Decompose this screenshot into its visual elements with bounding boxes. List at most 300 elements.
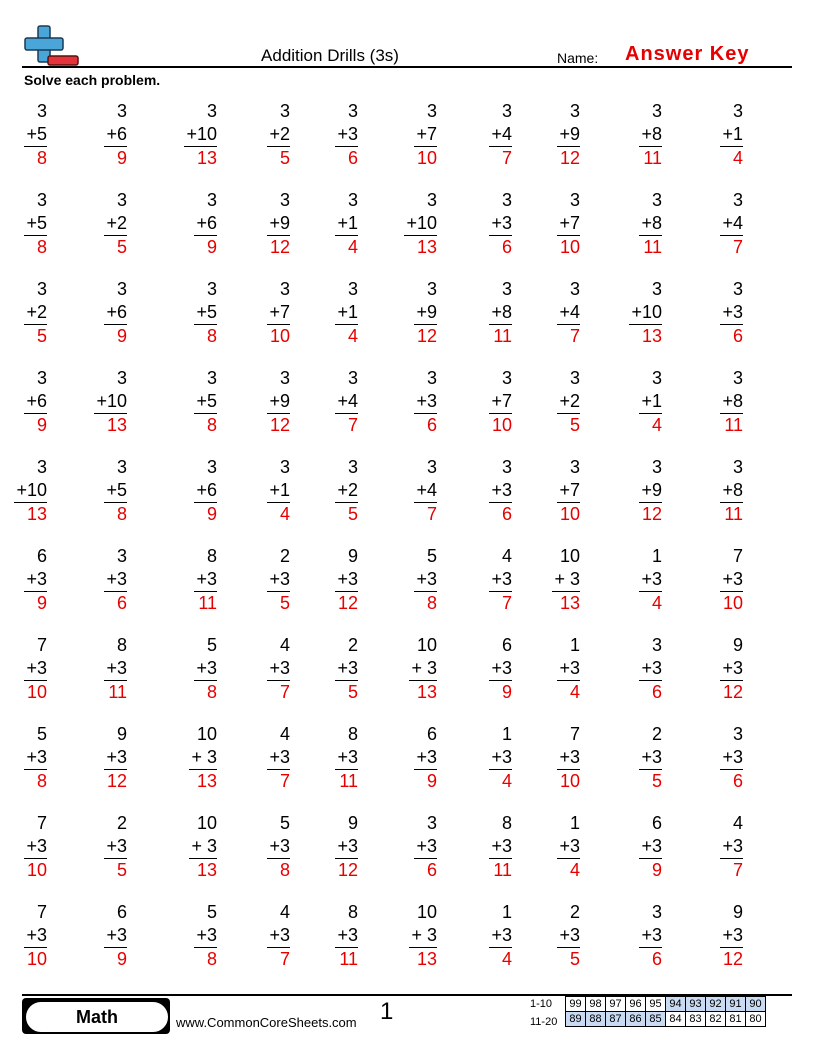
second-addend: +3 bbox=[489, 212, 512, 236]
addition-problem bbox=[720, 545, 743, 615]
addition-problem bbox=[24, 634, 47, 704]
addition-problem bbox=[104, 812, 127, 882]
answer: 11 bbox=[643, 148, 662, 168]
second-addend: +3 bbox=[335, 746, 358, 770]
first-addend: 3 bbox=[651, 457, 662, 477]
score-cell: 88 bbox=[586, 1012, 606, 1027]
first-addend: 3 bbox=[501, 101, 512, 121]
second-addend: +7 bbox=[557, 212, 580, 236]
second-addend: +3 bbox=[557, 657, 580, 681]
second-addend: +3 bbox=[414, 390, 437, 414]
answer: 4 bbox=[732, 148, 743, 168]
second-addend: +3 bbox=[335, 123, 358, 147]
first-addend: 3 bbox=[569, 190, 580, 210]
addition-problem bbox=[639, 634, 662, 704]
second-addend: +7 bbox=[414, 123, 437, 147]
answer: 4 bbox=[501, 949, 512, 969]
answer: 8 bbox=[206, 415, 217, 435]
second-addend: +3 bbox=[24, 835, 47, 859]
first-addend: 6 bbox=[116, 902, 127, 922]
first-addend: 3 bbox=[732, 368, 743, 388]
first-addend: 8 bbox=[206, 546, 217, 566]
first-addend: 3 bbox=[347, 190, 358, 210]
addition-problem bbox=[335, 634, 358, 704]
answer: 11 bbox=[108, 682, 127, 702]
first-addend: 7 bbox=[36, 813, 47, 833]
answer: 4 bbox=[347, 326, 358, 346]
second-addend: +3 bbox=[414, 835, 437, 859]
first-addend: 6 bbox=[651, 813, 662, 833]
second-addend: +5 bbox=[24, 123, 47, 147]
answer: 8 bbox=[426, 593, 437, 613]
addition-problem bbox=[194, 456, 217, 526]
answer: 10 bbox=[559, 237, 580, 257]
first-addend: 3 bbox=[501, 368, 512, 388]
addition-problem bbox=[720, 456, 743, 526]
addition-problem bbox=[267, 278, 290, 348]
second-addend: +3 bbox=[104, 924, 127, 948]
addition-problem bbox=[720, 100, 743, 170]
answer: 13 bbox=[196, 860, 217, 880]
second-addend: + 3 bbox=[189, 835, 217, 859]
first-addend: 3 bbox=[651, 101, 662, 121]
second-addend: +3 bbox=[720, 568, 743, 592]
answer: 6 bbox=[426, 415, 437, 435]
answer: 10 bbox=[559, 771, 580, 791]
addition-problem bbox=[489, 367, 512, 437]
addition-problem bbox=[409, 634, 437, 704]
second-addend: +9 bbox=[267, 390, 290, 414]
addition-problem bbox=[489, 901, 512, 971]
answer: 12 bbox=[269, 237, 290, 257]
answer: 8 bbox=[36, 771, 47, 791]
second-addend: +5 bbox=[194, 301, 217, 325]
addition-problem bbox=[24, 367, 47, 437]
answer: 5 bbox=[569, 949, 580, 969]
second-addend: +5 bbox=[104, 479, 127, 503]
first-addend: 3 bbox=[36, 190, 47, 210]
answer: 6 bbox=[426, 860, 437, 880]
second-addend: +3 bbox=[335, 657, 358, 681]
first-addend: 3 bbox=[651, 368, 662, 388]
answer: 8 bbox=[206, 949, 217, 969]
second-addend: +3 bbox=[24, 657, 47, 681]
first-addend: 3 bbox=[426, 368, 437, 388]
answer: 11 bbox=[198, 593, 217, 613]
answer: 6 bbox=[116, 593, 127, 613]
answer-key-label: Answer Key bbox=[625, 43, 750, 65]
worksheet-title: Addition Drills (3s) bbox=[261, 46, 399, 65]
answer: 7 bbox=[501, 593, 512, 613]
answer: 10 bbox=[491, 415, 512, 435]
first-addend: 9 bbox=[347, 813, 358, 833]
second-addend: +6 bbox=[104, 301, 127, 325]
answer: 5 bbox=[36, 326, 47, 346]
second-addend: +9 bbox=[267, 212, 290, 236]
answer: 10 bbox=[269, 326, 290, 346]
addition-problem bbox=[414, 278, 437, 348]
second-addend: +6 bbox=[24, 390, 47, 414]
answer: 5 bbox=[279, 148, 290, 168]
addition-problem bbox=[335, 456, 358, 526]
second-addend: +3 bbox=[414, 746, 437, 770]
addition-problem bbox=[335, 812, 358, 882]
answer: 7 bbox=[501, 148, 512, 168]
addition-problem bbox=[639, 901, 662, 971]
addition-problem bbox=[189, 812, 217, 882]
second-addend: +2 bbox=[335, 479, 358, 503]
score-cell: 96 bbox=[626, 997, 646, 1012]
addition-problem bbox=[24, 100, 47, 170]
answer: 7 bbox=[347, 415, 358, 435]
score-cell: 90 bbox=[746, 997, 766, 1012]
first-addend: 9 bbox=[732, 902, 743, 922]
answer: 11 bbox=[339, 949, 358, 969]
score-row bbox=[566, 997, 766, 1012]
answer: 6 bbox=[732, 771, 743, 791]
second-addend: +7 bbox=[557, 479, 580, 503]
second-addend: +10 bbox=[629, 301, 662, 325]
addition-problem bbox=[267, 723, 290, 793]
addition-problem bbox=[24, 278, 47, 348]
score-cell: 97 bbox=[606, 997, 626, 1012]
second-addend: +4 bbox=[414, 479, 437, 503]
addition-problem bbox=[414, 723, 437, 793]
name-label: Name: bbox=[557, 50, 599, 66]
first-addend: 2 bbox=[651, 724, 662, 744]
second-addend: +3 bbox=[104, 568, 127, 592]
addition-problem bbox=[489, 100, 512, 170]
answer: 12 bbox=[416, 326, 437, 346]
answer: 11 bbox=[724, 415, 743, 435]
second-addend: +7 bbox=[267, 301, 290, 325]
addition-problem bbox=[267, 100, 290, 170]
first-addend: 3 bbox=[426, 457, 437, 477]
first-addend: 3 bbox=[569, 279, 580, 299]
addition-problem bbox=[489, 634, 512, 704]
first-addend: 1 bbox=[651, 546, 662, 566]
answer: 11 bbox=[493, 326, 512, 346]
answer: 8 bbox=[279, 860, 290, 880]
first-addend: 2 bbox=[569, 902, 580, 922]
second-addend: +3 bbox=[557, 924, 580, 948]
first-addend: 5 bbox=[206, 635, 217, 655]
answer: 13 bbox=[196, 771, 217, 791]
second-addend: +1 bbox=[335, 301, 358, 325]
addition-problem bbox=[104, 901, 127, 971]
score-cell: 93 bbox=[686, 997, 706, 1012]
addition-problem bbox=[335, 367, 358, 437]
answer: 9 bbox=[651, 860, 662, 880]
second-addend: +3 bbox=[24, 924, 47, 948]
second-addend: +2 bbox=[267, 123, 290, 147]
second-addend: +5 bbox=[24, 212, 47, 236]
score-cell: 94 bbox=[666, 997, 686, 1012]
first-addend: 3 bbox=[279, 190, 290, 210]
answer: 5 bbox=[347, 504, 358, 524]
second-addend: +3 bbox=[267, 835, 290, 859]
addition-problem bbox=[720, 901, 743, 971]
first-addend: 3 bbox=[116, 279, 127, 299]
second-addend: +8 bbox=[489, 301, 512, 325]
answer: 9 bbox=[426, 771, 437, 791]
answer: 8 bbox=[36, 148, 47, 168]
first-addend: 5 bbox=[206, 902, 217, 922]
second-addend: +3 bbox=[639, 568, 662, 592]
second-addend: +3 bbox=[489, 568, 512, 592]
first-addend: 7 bbox=[36, 635, 47, 655]
answer: 7 bbox=[279, 682, 290, 702]
answer: 11 bbox=[493, 860, 512, 880]
first-addend: 8 bbox=[501, 813, 512, 833]
first-addend: 3 bbox=[116, 190, 127, 210]
addition-problem bbox=[414, 100, 437, 170]
first-addend: 6 bbox=[36, 546, 47, 566]
addition-problem bbox=[629, 278, 662, 348]
second-addend: +10 bbox=[404, 212, 437, 236]
answer: 9 bbox=[501, 682, 512, 702]
page-number: 1 bbox=[380, 998, 394, 1025]
first-addend: 10 bbox=[416, 635, 437, 655]
score-cell: 95 bbox=[646, 997, 666, 1012]
answer: 9 bbox=[206, 237, 217, 257]
answer: 5 bbox=[116, 860, 127, 880]
addition-problem bbox=[557, 278, 580, 348]
second-addend: +7 bbox=[489, 390, 512, 414]
first-addend: 3 bbox=[116, 368, 127, 388]
addition-problem bbox=[189, 723, 217, 793]
addition-problem bbox=[194, 189, 217, 259]
answer: 4 bbox=[651, 415, 662, 435]
answer: 13 bbox=[26, 504, 47, 524]
addition-problem bbox=[639, 456, 662, 526]
first-addend: 3 bbox=[569, 101, 580, 121]
first-addend: 5 bbox=[279, 813, 290, 833]
first-addend: 3 bbox=[279, 279, 290, 299]
second-addend: +3 bbox=[720, 301, 743, 325]
second-addend: +3 bbox=[24, 746, 47, 770]
addition-problem bbox=[489, 545, 512, 615]
answer: 6 bbox=[347, 148, 358, 168]
answer: 13 bbox=[416, 682, 437, 702]
addition-problem bbox=[489, 723, 512, 793]
second-addend: +3 bbox=[489, 924, 512, 948]
addition-problem bbox=[557, 367, 580, 437]
addition-problem bbox=[24, 723, 47, 793]
answer: 9 bbox=[116, 949, 127, 969]
first-addend: 3 bbox=[501, 190, 512, 210]
answer: 8 bbox=[36, 237, 47, 257]
answer: 12 bbox=[722, 949, 743, 969]
answer: 5 bbox=[116, 237, 127, 257]
first-addend: 3 bbox=[206, 457, 217, 477]
second-addend: +1 bbox=[335, 212, 358, 236]
second-addend: +4 bbox=[335, 390, 358, 414]
first-addend: 5 bbox=[36, 724, 47, 744]
score-row-label: 1-10 bbox=[530, 998, 553, 1010]
first-addend: 2 bbox=[279, 546, 290, 566]
first-addend: 3 bbox=[206, 279, 217, 299]
addition-problem bbox=[552, 545, 580, 615]
first-addend: 6 bbox=[426, 724, 437, 744]
answer: 6 bbox=[501, 504, 512, 524]
second-addend: +3 bbox=[335, 568, 358, 592]
answer: 7 bbox=[279, 949, 290, 969]
answer: 4 bbox=[501, 771, 512, 791]
answer: 8 bbox=[206, 326, 217, 346]
addition-problem bbox=[104, 100, 127, 170]
first-addend: 3 bbox=[501, 279, 512, 299]
first-addend: 3 bbox=[206, 101, 217, 121]
second-addend: +3 bbox=[639, 835, 662, 859]
score-cell: 80 bbox=[746, 1012, 766, 1027]
score-cell: 91 bbox=[726, 997, 746, 1012]
first-addend: 3 bbox=[116, 457, 127, 477]
addition-problem bbox=[720, 367, 743, 437]
second-addend: +8 bbox=[720, 479, 743, 503]
answer: 8 bbox=[206, 682, 217, 702]
first-addend: 10 bbox=[559, 546, 580, 566]
first-addend: 8 bbox=[347, 724, 358, 744]
first-addend: 3 bbox=[36, 368, 47, 388]
addition-problem bbox=[489, 189, 512, 259]
addition-problem bbox=[24, 901, 47, 971]
addition-problem bbox=[720, 278, 743, 348]
second-addend: +3 bbox=[267, 568, 290, 592]
second-addend: +4 bbox=[557, 301, 580, 325]
first-addend: 6 bbox=[501, 635, 512, 655]
second-addend: +1 bbox=[267, 479, 290, 503]
answer: 8 bbox=[116, 504, 127, 524]
second-addend: +3 bbox=[639, 657, 662, 681]
score-row-label: 11-20 bbox=[530, 1016, 558, 1028]
addition-problem bbox=[267, 812, 290, 882]
first-addend: 3 bbox=[651, 635, 662, 655]
first-addend: 3 bbox=[116, 101, 127, 121]
first-addend: 3 bbox=[279, 368, 290, 388]
addition-problem bbox=[557, 901, 580, 971]
second-addend: +3 bbox=[194, 657, 217, 681]
answer: 4 bbox=[569, 682, 580, 702]
answer: 6 bbox=[501, 237, 512, 257]
addition-problem bbox=[414, 367, 437, 437]
site-url: www.CommonCoreSheets.com bbox=[176, 1015, 357, 1030]
answer: 6 bbox=[651, 682, 662, 702]
first-addend: 3 bbox=[732, 190, 743, 210]
instructions: Solve each problem. bbox=[24, 72, 161, 88]
answer: 10 bbox=[559, 504, 580, 524]
answer: 13 bbox=[416, 237, 437, 257]
answer: 4 bbox=[347, 237, 358, 257]
first-addend: 1 bbox=[569, 635, 580, 655]
answer: 13 bbox=[106, 415, 127, 435]
answer: 12 bbox=[337, 593, 358, 613]
addition-problem bbox=[267, 545, 290, 615]
score-cell: 89 bbox=[566, 1012, 586, 1027]
first-addend: 4 bbox=[279, 635, 290, 655]
first-addend: 2 bbox=[116, 813, 127, 833]
second-addend: +10 bbox=[184, 123, 217, 147]
answer: 5 bbox=[651, 771, 662, 791]
first-addend: 7 bbox=[569, 724, 580, 744]
score-cell: 87 bbox=[606, 1012, 626, 1027]
addition-problem bbox=[557, 456, 580, 526]
first-addend: 3 bbox=[36, 457, 47, 477]
second-addend: +3 bbox=[489, 746, 512, 770]
addition-problem bbox=[414, 456, 437, 526]
answer: 6 bbox=[732, 326, 743, 346]
second-addend: +3 bbox=[194, 924, 217, 948]
addition-problem bbox=[267, 634, 290, 704]
second-addend: + 3 bbox=[409, 924, 437, 948]
second-addend: +2 bbox=[24, 301, 47, 325]
second-addend: +3 bbox=[489, 835, 512, 859]
answer: 10 bbox=[26, 860, 47, 880]
second-addend: +3 bbox=[104, 746, 127, 770]
second-addend: +9 bbox=[414, 301, 437, 325]
answer: 10 bbox=[26, 682, 47, 702]
addition-problem bbox=[104, 456, 127, 526]
addition-problem bbox=[194, 278, 217, 348]
second-addend: +3 bbox=[267, 746, 290, 770]
first-addend: 10 bbox=[416, 902, 437, 922]
first-addend: 3 bbox=[651, 190, 662, 210]
second-addend: + 3 bbox=[189, 746, 217, 770]
answer: 9 bbox=[116, 326, 127, 346]
addition-problem bbox=[557, 812, 580, 882]
second-addend: +3 bbox=[267, 924, 290, 948]
answer: 10 bbox=[26, 949, 47, 969]
first-addend: 3 bbox=[732, 279, 743, 299]
first-addend: 7 bbox=[36, 902, 47, 922]
subject-badge: Math bbox=[24, 1000, 170, 1034]
second-addend: +8 bbox=[639, 123, 662, 147]
second-addend: +3 bbox=[24, 568, 47, 592]
second-addend: +6 bbox=[194, 212, 217, 236]
addition-problem bbox=[557, 100, 580, 170]
first-addend: 9 bbox=[732, 635, 743, 655]
second-addend: +10 bbox=[14, 479, 47, 503]
addition-problem bbox=[414, 545, 437, 615]
answer: 12 bbox=[106, 771, 127, 791]
score-cell: 83 bbox=[686, 1012, 706, 1027]
answer: 13 bbox=[641, 326, 662, 346]
first-addend: 3 bbox=[116, 546, 127, 566]
second-addend: +3 bbox=[557, 746, 580, 770]
score-cell: 85 bbox=[646, 1012, 666, 1027]
second-addend: +6 bbox=[104, 123, 127, 147]
first-addend: 3 bbox=[36, 279, 47, 299]
answer: 4 bbox=[279, 504, 290, 524]
first-addend: 3 bbox=[426, 101, 437, 121]
second-addend: +3 bbox=[104, 657, 127, 681]
first-addend: 8 bbox=[347, 902, 358, 922]
second-addend: +3 bbox=[557, 835, 580, 859]
second-addend: +4 bbox=[720, 212, 743, 236]
addition-problem bbox=[194, 634, 217, 704]
answer: 4 bbox=[651, 593, 662, 613]
first-addend: 10 bbox=[196, 813, 217, 833]
first-addend: 3 bbox=[347, 457, 358, 477]
answer: 12 bbox=[337, 860, 358, 880]
addition-problem bbox=[194, 901, 217, 971]
first-addend: 2 bbox=[347, 635, 358, 655]
answer: 9 bbox=[206, 504, 217, 524]
answer: 5 bbox=[347, 682, 358, 702]
first-addend: 7 bbox=[732, 546, 743, 566]
second-addend: +3 bbox=[720, 657, 743, 681]
addition-problem bbox=[104, 723, 127, 793]
